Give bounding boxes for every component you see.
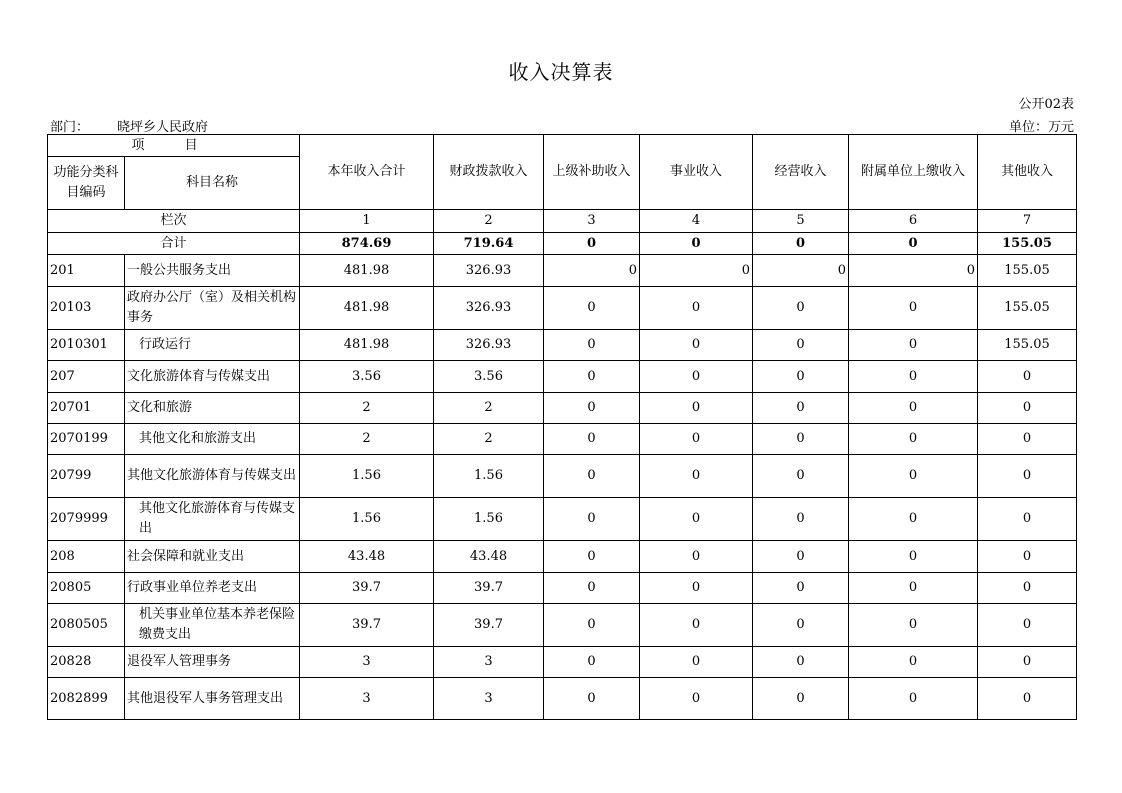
row-value: 0 bbox=[640, 287, 753, 330]
row-value: 0 bbox=[978, 361, 1077, 393]
total-value: 0 bbox=[849, 233, 978, 255]
row-value: 0 bbox=[640, 255, 753, 287]
row-value: 0 bbox=[978, 498, 1077, 541]
row-code: 201 bbox=[48, 255, 125, 287]
row-value: 43.48 bbox=[434, 541, 544, 573]
department-label: 部门： bbox=[50, 120, 90, 135]
table-row bbox=[48, 573, 1077, 604]
total-value: 719.64 bbox=[434, 233, 544, 255]
table-row bbox=[48, 678, 1077, 720]
total-label: 合计 bbox=[48, 233, 300, 255]
table-row bbox=[48, 424, 1077, 455]
row-name: 其他文化旅游体育与传媒支出 bbox=[125, 498, 300, 541]
page-title: 收入决算表 bbox=[508, 60, 614, 84]
row-name: 其他文化和旅游支出 bbox=[125, 424, 300, 455]
row-value: 0 bbox=[640, 393, 753, 424]
row-value: 3 bbox=[434, 647, 544, 678]
row-value: 0 bbox=[640, 424, 753, 455]
row-code: 20701 bbox=[48, 393, 125, 424]
table-row bbox=[48, 455, 1077, 498]
row-value: 0 bbox=[544, 498, 640, 541]
header-code: 功能分类科目编码 bbox=[48, 157, 125, 210]
row-value: 0 bbox=[978, 424, 1077, 455]
row-value: 0 bbox=[849, 330, 978, 361]
row-value: 0 bbox=[753, 498, 849, 541]
row-value: 2 bbox=[300, 424, 434, 455]
row-value: 0 bbox=[978, 604, 1077, 647]
row-value: 1.56 bbox=[434, 455, 544, 498]
row-value: 3.56 bbox=[300, 361, 434, 393]
column-index-3: 3 bbox=[544, 210, 640, 233]
row-value: 2 bbox=[434, 424, 544, 455]
row-name: 行政运行 bbox=[125, 330, 300, 361]
row-value: 3 bbox=[434, 678, 544, 720]
column-index-1: 1 bbox=[300, 210, 434, 233]
row-value: 0 bbox=[978, 393, 1077, 424]
row-code: 2070199 bbox=[48, 424, 125, 455]
row-value: 0 bbox=[753, 678, 849, 720]
row-value: 155.05 bbox=[978, 255, 1077, 287]
row-value: 0 bbox=[640, 498, 753, 541]
row-value: 0 bbox=[978, 455, 1077, 498]
row-value: 39.7 bbox=[434, 604, 544, 647]
row-code: 20828 bbox=[48, 647, 125, 678]
row-value: 39.7 bbox=[300, 573, 434, 604]
row-value: 43.48 bbox=[300, 541, 434, 573]
row-code: 2010301 bbox=[48, 330, 125, 361]
total-value: 0 bbox=[640, 233, 753, 255]
header-item: 项 目 bbox=[48, 135, 300, 157]
header-col-3: 上级补助收入 bbox=[544, 135, 640, 210]
header-col-5: 经营收入 bbox=[753, 135, 849, 210]
row-name: 行政事业单位养老支出 bbox=[125, 573, 300, 604]
row-value: 1.56 bbox=[300, 498, 434, 541]
row-code: 208 bbox=[48, 541, 125, 573]
table-row bbox=[48, 330, 1077, 361]
row-value: 0 bbox=[544, 573, 640, 604]
total-value: 155.05 bbox=[978, 233, 1077, 255]
row-value: 0 bbox=[849, 287, 978, 330]
row-value: 0 bbox=[544, 361, 640, 393]
row-value: 0 bbox=[753, 287, 849, 330]
row-value: 481.98 bbox=[300, 255, 434, 287]
header-name: 科目名称 bbox=[125, 157, 300, 210]
header-col-6: 附属单位上缴收入 bbox=[849, 135, 978, 210]
row-value: 0 bbox=[640, 573, 753, 604]
row-name: 政府办公厅（室）及相关机构事务 bbox=[125, 287, 300, 330]
row-value: 481.98 bbox=[300, 330, 434, 361]
row-value: 0 bbox=[849, 361, 978, 393]
header-col-1: 本年收入合计 bbox=[300, 135, 434, 210]
column-index-4: 4 bbox=[640, 210, 753, 233]
row-name: 退役军人管理事务 bbox=[125, 647, 300, 678]
form-number: 公开02表 bbox=[1018, 97, 1074, 112]
row-value: 0 bbox=[640, 604, 753, 647]
row-value: 3.56 bbox=[434, 361, 544, 393]
row-name: 文化和旅游 bbox=[125, 393, 300, 424]
row-name: 其他退役军人事务管理支出 bbox=[125, 678, 300, 720]
table-row bbox=[48, 255, 1077, 287]
row-value: 0 bbox=[849, 678, 978, 720]
row-value: 0 bbox=[640, 330, 753, 361]
row-value: 0 bbox=[544, 678, 640, 720]
column-index-2: 2 bbox=[434, 210, 544, 233]
row-value: 0 bbox=[753, 455, 849, 498]
row-name: 文化旅游体育与传媒支出 bbox=[125, 361, 300, 393]
row-value: 0 bbox=[753, 604, 849, 647]
table-row bbox=[48, 647, 1077, 678]
total-value: 874.69 bbox=[300, 233, 434, 255]
row-value: 0 bbox=[640, 678, 753, 720]
row-value: 1.56 bbox=[434, 498, 544, 541]
row-value: 326.93 bbox=[434, 255, 544, 287]
row-value: 481.98 bbox=[300, 287, 434, 330]
row-value: 0 bbox=[849, 498, 978, 541]
row-value: 0 bbox=[640, 647, 753, 678]
department-line bbox=[50, 116, 208, 135]
row-value: 0 bbox=[849, 541, 978, 573]
unit-label: 单位：万元 bbox=[1008, 120, 1074, 135]
row-value: 0 bbox=[753, 255, 849, 287]
row-value: 0 bbox=[849, 573, 978, 604]
row-value: 0 bbox=[640, 541, 753, 573]
row-value: 0 bbox=[849, 604, 978, 647]
row-value: 0 bbox=[753, 393, 849, 424]
row-value: 0 bbox=[849, 393, 978, 424]
header-col-2: 财政拨款收入 bbox=[434, 135, 544, 210]
column-index-7: 7 bbox=[978, 210, 1077, 233]
row-value: 0 bbox=[544, 541, 640, 573]
row-value: 0 bbox=[978, 541, 1077, 573]
row-value: 0 bbox=[753, 330, 849, 361]
row-value: 0 bbox=[544, 330, 640, 361]
row-code: 2080505 bbox=[48, 604, 125, 647]
row-value: 0 bbox=[753, 424, 849, 455]
row-name: 机关事业单位基本养老保险缴费支出 bbox=[125, 604, 300, 647]
row-code: 20805 bbox=[48, 573, 125, 604]
row-value: 0 bbox=[640, 361, 753, 393]
row-value: 0 bbox=[640, 455, 753, 498]
department-name: 晓坪乡人民政府 bbox=[117, 120, 209, 135]
row-code: 207 bbox=[48, 361, 125, 393]
row-value: 0 bbox=[978, 678, 1077, 720]
row-value: 0 bbox=[753, 573, 849, 604]
row-value: 0 bbox=[978, 573, 1077, 604]
row-value: 155.05 bbox=[978, 287, 1077, 330]
table-row bbox=[48, 393, 1077, 424]
row-value: 3 bbox=[300, 678, 434, 720]
row-value: 0 bbox=[849, 424, 978, 455]
row-value: 1.56 bbox=[300, 455, 434, 498]
row-value: 0 bbox=[753, 361, 849, 393]
header-row bbox=[48, 135, 1077, 157]
column-index-row bbox=[48, 210, 1077, 233]
header-col-4: 事业收入 bbox=[640, 135, 753, 210]
table-row bbox=[48, 541, 1077, 573]
row-value: 0 bbox=[544, 424, 640, 455]
total-value: 0 bbox=[753, 233, 849, 255]
row-value: 0 bbox=[544, 647, 640, 678]
column-index-5: 5 bbox=[753, 210, 849, 233]
row-value: 2 bbox=[300, 393, 434, 424]
row-value: 0 bbox=[544, 255, 640, 287]
income-table bbox=[47, 134, 1077, 720]
row-value: 0 bbox=[544, 287, 640, 330]
row-value: 0 bbox=[849, 255, 978, 287]
row-value: 2 bbox=[434, 393, 544, 424]
row-code: 2079999 bbox=[48, 498, 125, 541]
table-row bbox=[48, 287, 1077, 330]
row-value: 0 bbox=[544, 455, 640, 498]
row-name: 一般公共服务支出 bbox=[125, 255, 300, 287]
total-value: 0 bbox=[544, 233, 640, 255]
table-row bbox=[48, 498, 1077, 541]
row-value: 0 bbox=[544, 604, 640, 647]
row-name: 其他文化旅游体育与传媒支出 bbox=[125, 455, 300, 498]
row-value: 39.7 bbox=[434, 573, 544, 604]
row-value: 0 bbox=[544, 393, 640, 424]
table-row bbox=[48, 604, 1077, 647]
row-value: 326.93 bbox=[434, 330, 544, 361]
row-name: 社会保障和就业支出 bbox=[125, 541, 300, 573]
row-value: 0 bbox=[753, 647, 849, 678]
row-value: 326.93 bbox=[434, 287, 544, 330]
row-code: 20103 bbox=[48, 287, 125, 330]
row-code: 20799 bbox=[48, 455, 125, 498]
row-value: 0 bbox=[978, 647, 1077, 678]
column-index-6: 6 bbox=[849, 210, 978, 233]
row-value: 155.05 bbox=[978, 330, 1077, 361]
row-code: 2082899 bbox=[48, 678, 125, 720]
header-col-7: 其他收入 bbox=[978, 135, 1077, 210]
row-value: 0 bbox=[849, 647, 978, 678]
row-value: 0 bbox=[849, 455, 978, 498]
table-row bbox=[48, 361, 1077, 393]
row-value: 3 bbox=[300, 647, 434, 678]
row-value: 0 bbox=[753, 541, 849, 573]
row-value: 39.7 bbox=[300, 604, 434, 647]
column-index-label: 栏次 bbox=[48, 210, 300, 233]
total-row bbox=[48, 233, 1077, 255]
